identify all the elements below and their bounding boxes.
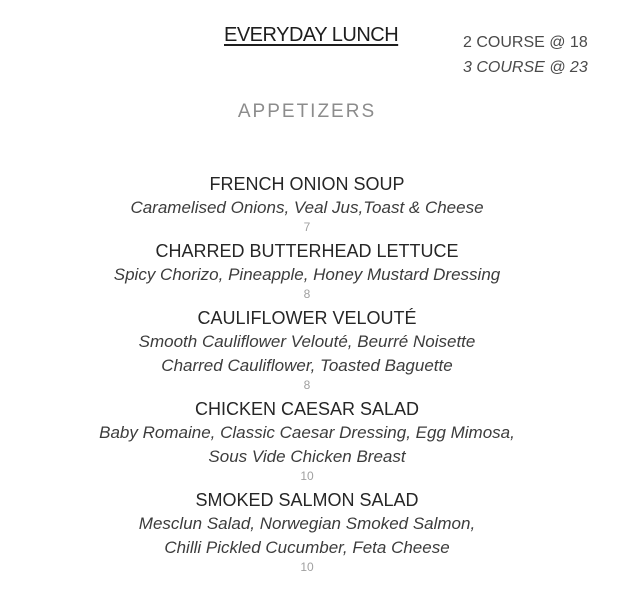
- item-name: CAULIFLOWER VELOUTÉ: [197, 308, 417, 328]
- menu-item: [0, 488, 614, 575]
- item-name: CHICKEN CAESAR SALAD: [194, 399, 420, 419]
- item-description: Mesclun Salad, Norwegian Smoked Salmon,: [138, 514, 476, 533]
- menu-item: [0, 397, 614, 484]
- menu-item: [0, 239, 614, 302]
- item-description: Spicy Chorizo, Pineapple, Honey Mustard Dressing: [113, 265, 501, 284]
- item-description: Chilli Pickled Cucumber, Feta Cheese: [164, 538, 450, 557]
- item-price: 8: [303, 378, 311, 392]
- item-price: 8: [303, 287, 311, 301]
- item-description: Sous Vide Chicken Breast: [208, 447, 406, 466]
- item-description: Caramelised Onions, Veal Jus,Toast & Cheese: [130, 198, 484, 217]
- item-name: CHARRED BUTTERHEAD LETTUCE: [155, 241, 459, 261]
- item-price: 10: [300, 560, 314, 574]
- menu-item: [0, 172, 614, 235]
- item-price: 10: [300, 469, 314, 483]
- menu-title: EVERYDAY LUNCH: [224, 24, 399, 46]
- three-course-price: 3 COURSE @ 23: [463, 59, 588, 76]
- item-price: 7: [303, 220, 311, 234]
- item-description: Baby Romaine, Classic Caesar Dressing, Egg Mimosa,: [99, 423, 515, 442]
- item-description: Charred Cauliflower, Toasted Baguette: [161, 356, 453, 375]
- item-name: SMOKED SALMON SALAD: [195, 490, 419, 510]
- section-title: APPETIZERS: [237, 101, 377, 122]
- menu-item: [0, 306, 614, 393]
- course-pricing: [463, 30, 588, 80]
- menu-item-list: [0, 172, 614, 579]
- item-description: Smooth Cauliflower Velouté, Beurré Noisette: [138, 332, 476, 351]
- two-course-price: 2 COURSE @ 18: [463, 34, 588, 51]
- item-name: FRENCH ONION SOUP: [209, 174, 405, 194]
